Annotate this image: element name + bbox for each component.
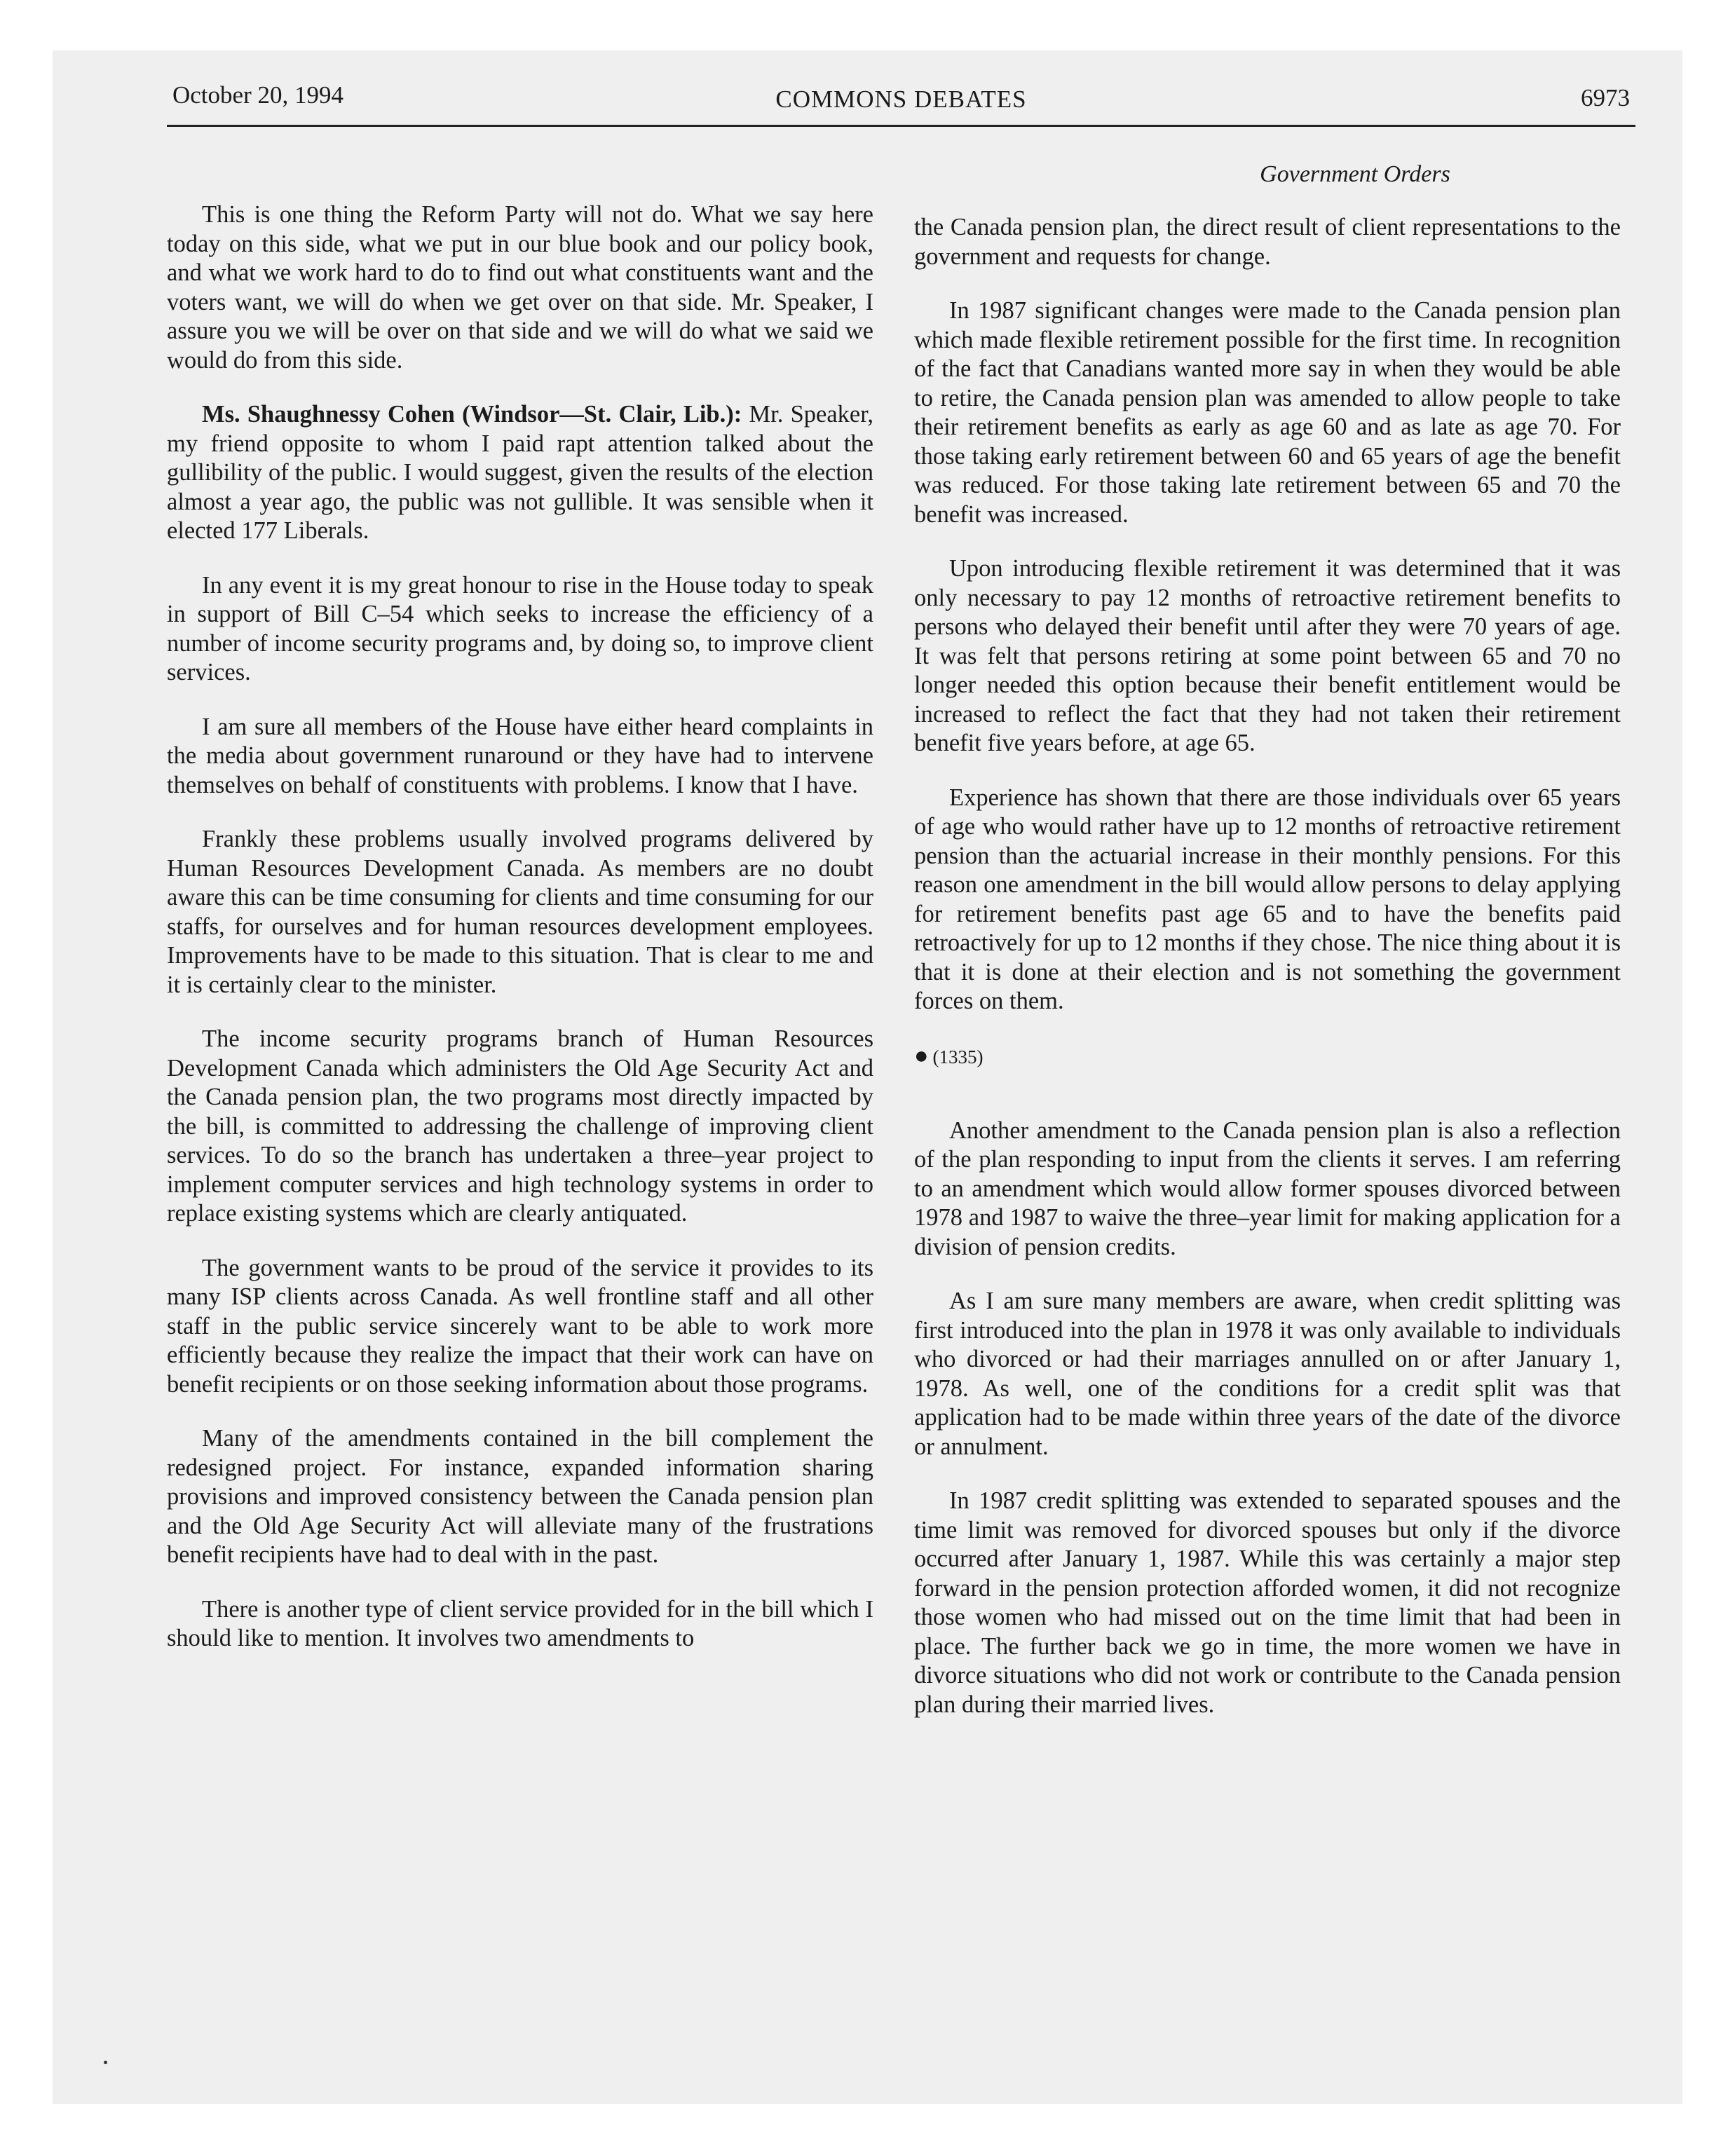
section-label: Government Orders — [1260, 161, 1450, 187]
header-page-number: 6973 — [1581, 84, 1630, 111]
page-header — [167, 76, 1635, 127]
document-page — [167, 76, 1635, 1718]
speaker-paragraph — [167, 400, 873, 546]
paragraph: As I am sure many members are aware, when credit splitting was first introduced into the plan in 1978 it was only available to individuals who divorced or had their marriages annulled on or after January 1, 1978. As well, one of the conditions for a credit split was that application had to be made within three years of the date of the divorce or annulment. — [914, 1288, 1621, 1460]
header-date: October 20, 1994 — [172, 81, 343, 109]
speaker-text: Mr. Speaker, my friend opposite to whom I paid rapt attention talked about the gullibility of the public. I would suggest, given the results of the election almost a year ago, the public was not gullible. It was sensible when it elected 177 Liberals. — [167, 401, 873, 544]
timestamp-text: (1335) — [932, 1046, 984, 1067]
right-column-body — [914, 213, 1621, 1719]
paragraph: There is another type of client service provided for in the bill which I should like to mention. It involves two amendments to — [167, 1595, 873, 1651]
paragraph: In 1987 significant changes were made to the Canada pension plan which made flexible retirement possible for the first time. In recognition of the fact that Canadians wanted more say in when they would be able to retire, the Canada pension plan was amended to allow people to take their retirement benefits as early as age 60 and as late as age 70. For those taking early retirement between 60 and 65 years of age the benefit was reduced. For those taking late retirement between 65 and 70 the benefit was increased. — [914, 297, 1621, 528]
paragraph: In any event it is my great honour to rise in the House today to speak in support of Bill C–54 which seeks to increase the efficiency of a number of income security programs and, by doing so, to improve client services. — [167, 571, 873, 685]
speaker-name: Ms. Shaughnessy Cohen (Windsor—St. Clair, Lib.): — [202, 401, 742, 428]
paragraph: Another amendment to the Canada pension plan is also a reflection of the plan responding to input from the clients it serves. I am referring to an amendment which would allow former spouses divorced between 1978 and 1987 to waive the three–year limit for making application for a division of pension credits. — [914, 1117, 1621, 1260]
paragraph: Many of the amendments contained in the bill complement the redesigned project. For instance, expanded information sharing provisions and improved consistency between the Canada pension plan and the Old Age Security Act will alleviate many of the frustrations benefit recipients have had to deal with in the past. — [167, 1425, 873, 1568]
paragraph: This is one thing the Reform Party will not do. What we say here today on this side, what we put in our blue book and our policy book, and what we work hard to do to find out what constituents want and the voters want, we will do when we get over on that side. Mr. Speaker, I assure you we will be over on that side and we will do what we said we would do from this side. — [167, 201, 873, 374]
bullet-icon: ● — [914, 1042, 929, 1069]
paragraph: Frankly these problems usually involved programs delivered by Human Resources Development Canada. As members are no doubt aware this can be time consuming for clients and time consuming for our staffs, for ourselves and for human resources development employees. Improvements have to be made to this situation. That is clear to me and it is certainly clear to the minister. — [167, 826, 873, 998]
paragraph: Upon introducing flexible retirement it was determined that it was only necessary to pay 12 months of retroactive retirement benefits to persons who delayed their benefit until after they were 70 years of age. It was felt that persons retiring at some point between 65 and 70 no longer needed this option because their benefit entitlement would be increased to reflect the fact that they had not taken their retirement benefit five years before, at age 65. — [914, 555, 1621, 756]
header-publication-title: COMMONS DEBATES — [775, 86, 1027, 113]
right-column — [914, 158, 1621, 1745]
paragraph: In 1987 credit splitting was extended to separated spouses and the time limit was removed for divorced spouses but only if the divorce occurred after January 1, 1987. While this was certainly a major step forward in the pension protection afforded women, it did not recognize those women who had missed out on the time limit that had been in place. The further back we go in time, the more women we have in divorce situations who did not work or contribute to the Canada pension plan during their married lives. — [914, 1487, 1621, 1718]
paragraph: The government wants to be proud of the service it provides to its many ISP clients across Canada. As well frontline staff and all other staff in the public service sincerely want to be able to work more efficiently because they realize the impact that their work can have on benefit recipients or on those seeking information about those programs. — [167, 1254, 873, 1398]
timestamp-marker — [914, 1042, 1621, 1072]
paragraph: The income security programs branch of Human Resources Development Canada which administers the Old Age Security Act and the Canada pension plan, the two programs most directly impacted by the bill, is committed to addressing the challenge of improving client services. To do so the branch has undertaken a three–year project to implement computer services and high technology systems in order to replace existing systems which are clearly antiquated. — [167, 1025, 873, 1227]
left-column — [167, 200, 873, 1679]
scan-speck — [104, 2061, 107, 2064]
paragraph: Experience has shown that there are those individuals over 65 years of age who would rather have up to 12 months of retroactive retirement pension than the actuarial increase in their monthly pensions. For this reason one amendment in the bill would allow persons to delay applying for retirement benefits past age 65 and to have the benefits paid retroactively for up to 12 months if they chose. The nice thing about it is that it is done at their election and is not something the government forces on them. — [914, 784, 1621, 1014]
paragraph: I am sure all members of the House have either heard complaints in the media about government runaround or they have had to intervene themselves on behalf of constituents with problems. I know that I have. — [167, 713, 873, 798]
paragraph: the Canada pension plan, the direct result of client representations to the government and requests for change. — [914, 214, 1621, 270]
